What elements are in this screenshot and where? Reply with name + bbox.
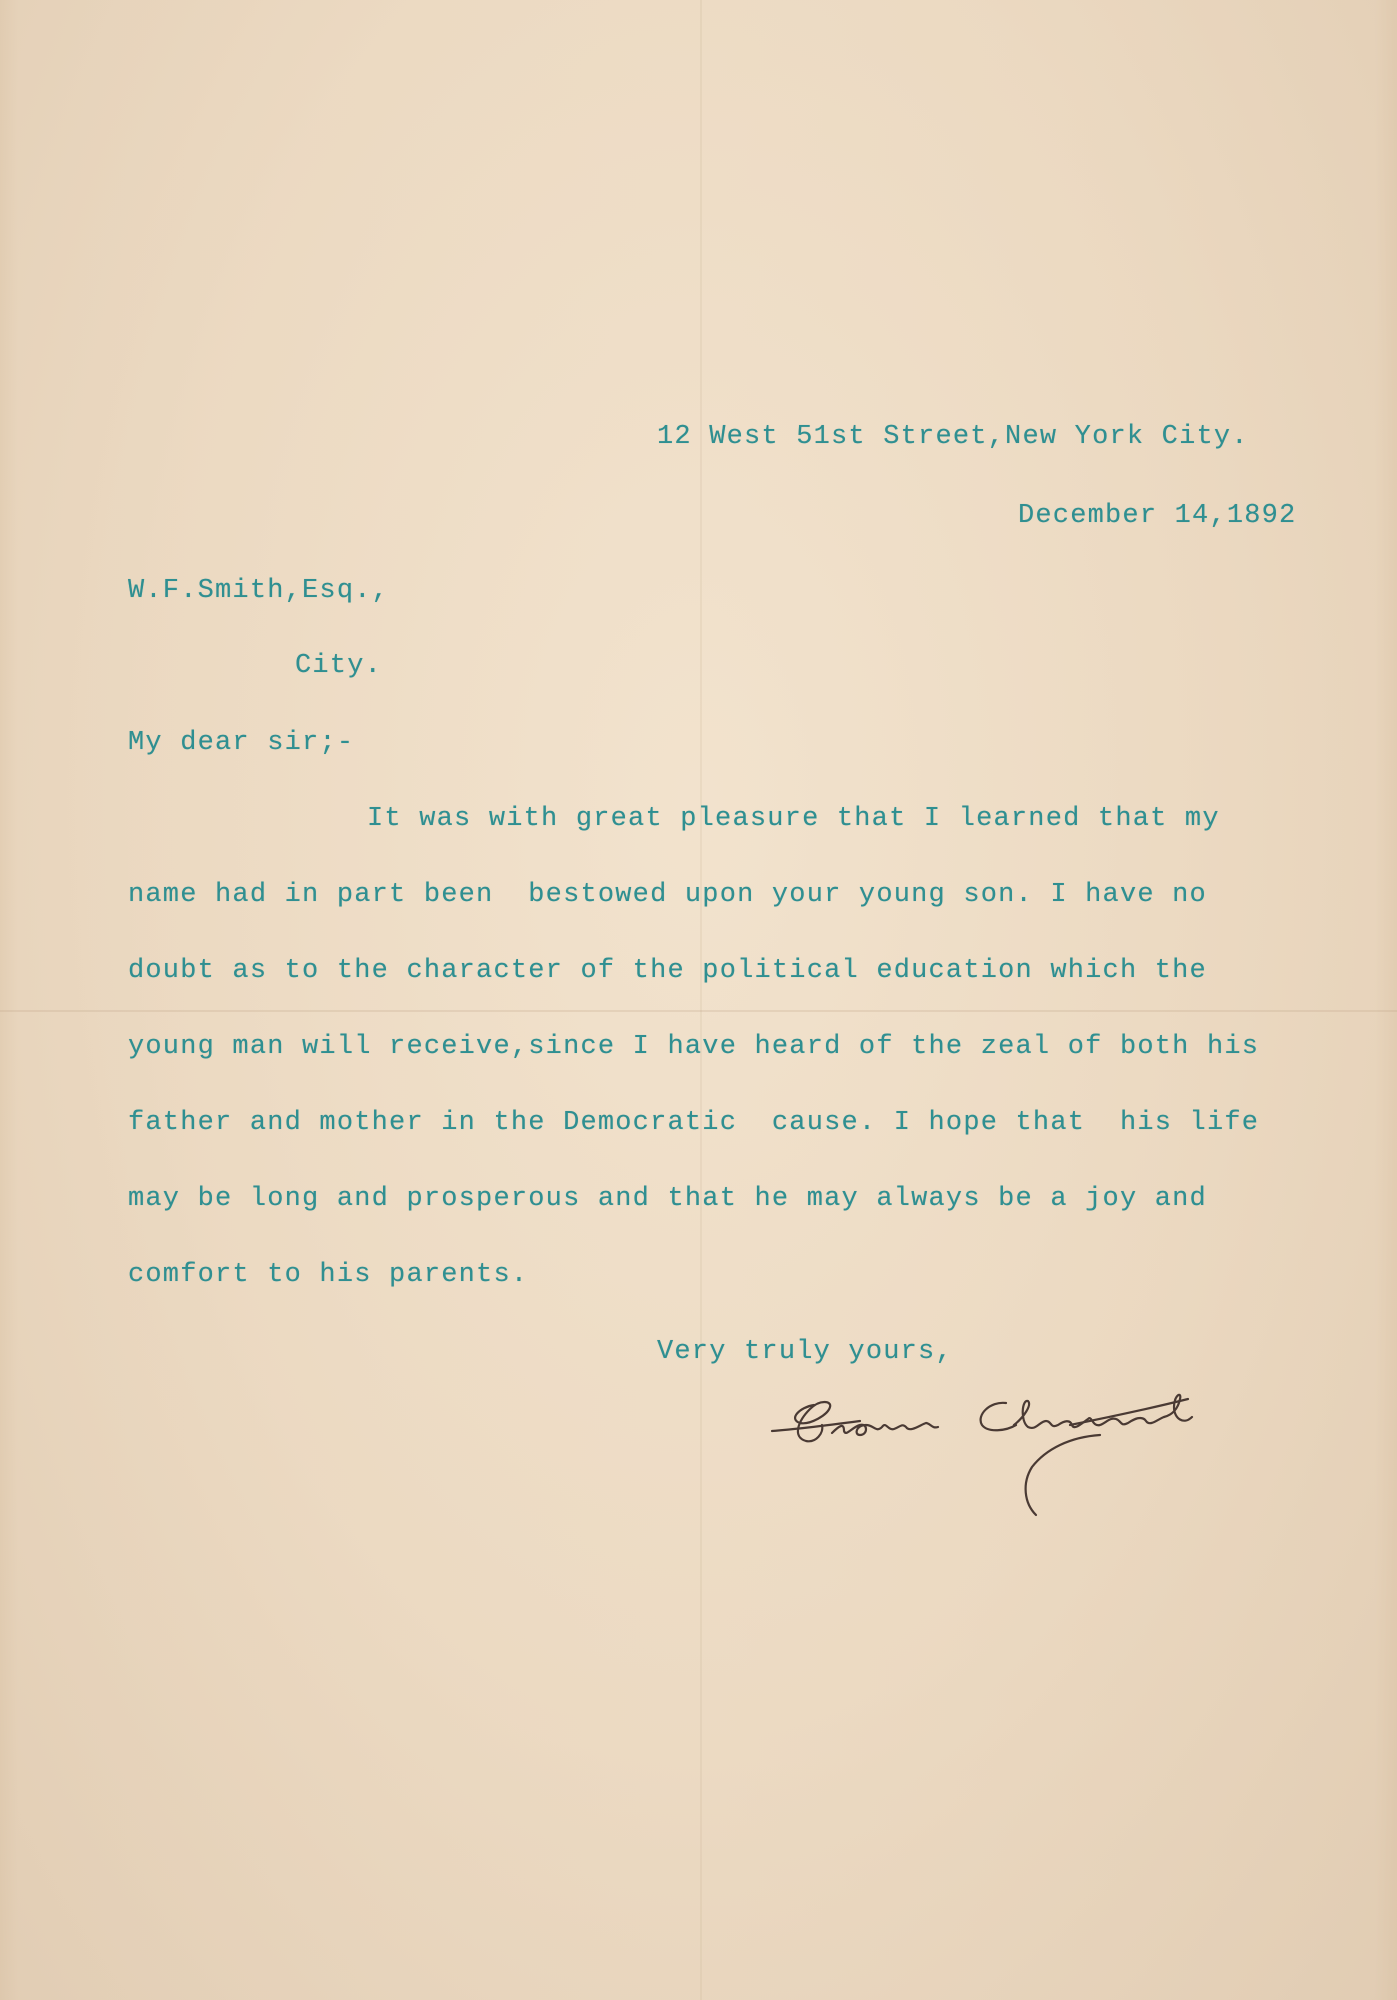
body-line: may be long and prosperous and that he may always be a joy and (128, 1184, 1207, 1214)
letter-date: December 14,1892 (1018, 501, 1297, 531)
fold-line (700, 0, 702, 2000)
body-line: doubt as to the character of the political education which the (128, 956, 1207, 986)
closing: Very truly yours, (657, 1337, 953, 1367)
sender-address: 12 West 51st Street,New York City. (657, 422, 1249, 452)
handwritten-signature (770, 1385, 1240, 1535)
fold-line (0, 1010, 1397, 1012)
body-line: father and mother in the Democratic cause. I hope that his life (128, 1108, 1260, 1138)
body-line: young man will receive,since I have heard of the zeal of both his (128, 1032, 1260, 1062)
body-line: It was with great pleasure that I learned that my (367, 804, 1220, 834)
body-line: name had in part been bestowed upon your young son. I have no (128, 880, 1207, 910)
recipient-name: W.F.Smith,Esq., (128, 576, 390, 606)
salutation: My dear sir;- (128, 728, 355, 758)
recipient-city: City. (295, 651, 383, 681)
body-line: comfort to his parents. (128, 1260, 529, 1290)
